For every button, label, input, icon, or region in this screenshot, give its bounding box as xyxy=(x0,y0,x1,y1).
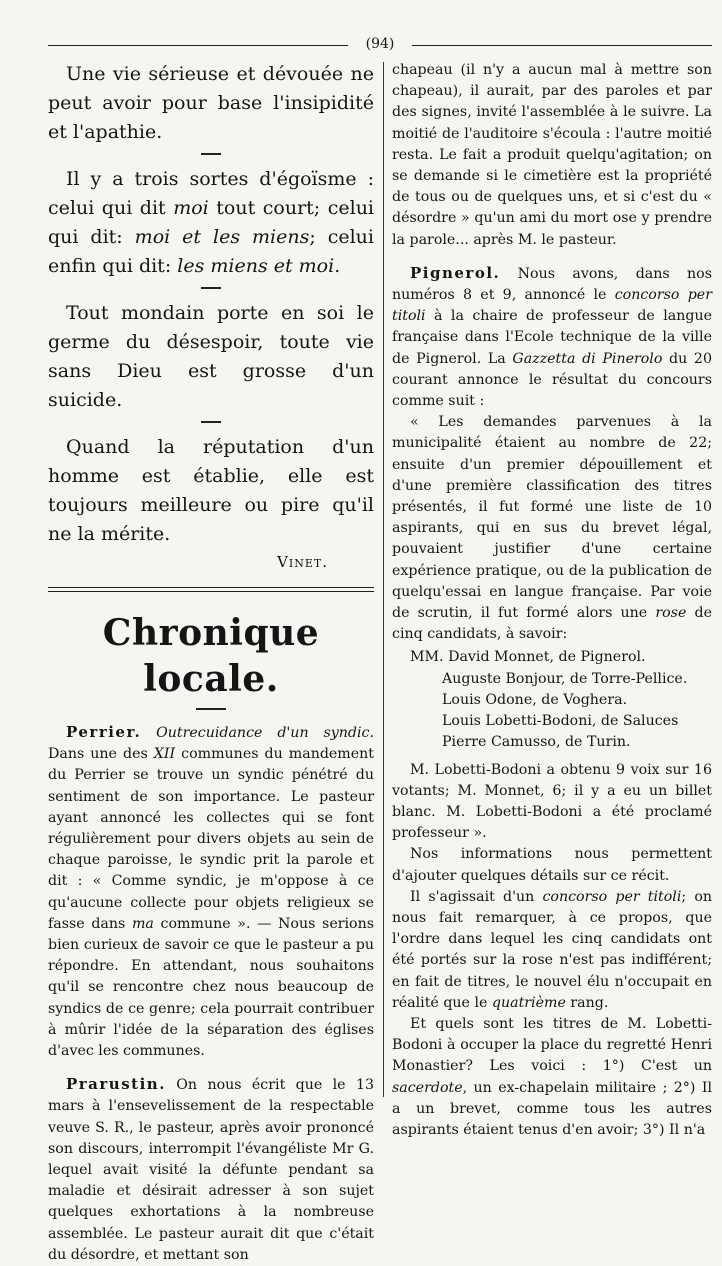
article-prarustin: Prarustin. On nous écrit que le 13 mars à l'ensevelissement de la respectable veuve S. R., le pasteur, après avoir prononcé son discours, interrompit l'évangéliste Mr G. lequel avait visité la défunte pendant sa maladie et désirait adresser à son sujet quelques exhortations à la nombreuse assemblée. Le pasteur aurait dit que c'était du désordre, et mettant son xyxy=(48,1075,374,1263)
candidate: Louis Lobetti-Bodoni, de Saluces xyxy=(442,713,679,730)
place-name: Perrier. xyxy=(66,723,142,741)
maxim-divider xyxy=(201,287,221,289)
article-perrier: Perrier. Outrecuidance d'un syndic. Dans une des XII communes du mandement du Perrier se trouve un syndic pénétré du sentiment de son importance. Le pasteur ayant annoncé les collectes qui se font régulièrement pour divers objets au sein de chaque paroisse, le syndic prit la parole et dit : « Comme syndic, je m'oppose à ce qu'aucune collecte pour objets religieux se fasse dans ma commune ». — Nous serions bien curieux de savoir ce que le pasteur a pu répondre. En attendant, nous souhaitons qu'il se rencontre chez nous beaucoup de syndics de ce genre; cela pourrait contribuer à mûrir l'idée de la séparation des églises d'avec les communes. xyxy=(48,723,374,1060)
page-number: (94) xyxy=(365,36,395,52)
candidate: MM. David Monnet, de Pignerol. xyxy=(410,649,646,666)
section-title: Chronique locale. xyxy=(102,612,320,700)
article-prarustin-continued: chapeau (il n'y a aucun mal à mettre son chapeau), il aurait, par des paroles et par des signes, invité l'assemblée à le suivre. La moitié de l'auditoire s'écoula : l'autre moitié resta. Le fait a produit quelqu'agitation; on se demande si le cimetière est la propriété de tous ou de quelques uns, et si c'est du « désordre » qu'un ami du mort ose y prendre la parole... après M. le pasteur. xyxy=(392,62,712,248)
maxim-1: Une vie sérieuse et dévouée ne peut avoir pour base l'insipidité et l'apathie. xyxy=(48,63,374,143)
maxim-divider xyxy=(201,153,221,155)
title-divider xyxy=(196,708,226,710)
pignerol-detail: Il s'agissait d'un concorso per titoli; on nous fait remarquer, à ce propos, que l'ordre dans lequel les cinq candidats ont été portés sur la rose n'est pas indifférent; en fait de titres, le nouvel élu n'occupait en réalité que le quatrième rang. xyxy=(392,888,713,1011)
pignerol-quote: « Les demandes parvenues à la municipalité étaient au nombre de 22; ensuite d'un premier dépouillement et d'une première classification des titres présentés, il fut formé une liste de 10 aspirants, qui en sus du brevet légal, pouvaient justifier d'une certaine expérience pratique, ou de la publication de quelqu'essai en langue française. Par voie de scrutin, il fut formé alors une rose de cinq candidats, à savoir: xyxy=(392,414,712,643)
section-separator xyxy=(48,587,374,592)
column-divider xyxy=(383,62,384,1097)
page-header xyxy=(48,34,712,54)
article-pignerol: Pignerol. Nous avons, dans nos numéros 8 et 9, annoncé le concorso per titoli à la chaire de professeur de langue française dans l'Ecole technique de la ville de Pignerol. La Gazzetta di Pinerolo du 20 courant annonce le résultat du concours comme suit : xyxy=(392,263,712,410)
place-name: Prarustin. xyxy=(66,1075,166,1094)
maxim-2: Il y a trois sortes d'égoïsme : celui qui dit moi tout court; celui qui dit: moi et les miens; celui enfin qui dit: les miens et moi. xyxy=(48,168,375,277)
maxim-divider xyxy=(201,421,221,423)
pignerol-result: M. Lobetti-Bodoni a obtenu 9 voix sur 16 votants; M. Monnet, 6; il y a eu un billet blanc. M. Lobetti-Bodoni a été proclamé professeur ». xyxy=(392,761,712,842)
right-column xyxy=(392,60,712,1141)
left-column xyxy=(48,60,374,1266)
maxim-3: Tout mondain porte en soi le germe du désespoir, toute vie sans Dieu est grosse d'un suicide. xyxy=(48,302,374,411)
maxim-4: Quand la réputation d'un homme est établie, elle est toujours meilleure ou pire qu'il ne la mérite. xyxy=(48,436,374,545)
maxims-author: Vinet. xyxy=(277,553,328,571)
candidate-list xyxy=(392,647,712,753)
place-name: Pignerol. xyxy=(410,263,501,282)
candidate: Pierre Camusso, de Turin. xyxy=(442,734,631,751)
header-rule-left xyxy=(48,45,348,46)
pignerol-note: Nos informations nous permettent d'ajouter quelques détails sur ce récit. xyxy=(392,846,712,884)
candidate: Auguste Bonjour, de Torre-Pellice. xyxy=(442,670,688,687)
pignerol-titles: Et quels sont les titres de M. Lobetti-Bodoni à occuper la place du regretté Henri Monastier? Les voici : 1°) C'est un sacerdote, un ex-chapelain militaire ; 2°) Il a un brevet, comme tous les autres aspirants étaient tenus d'en avoir; 3°) Il n'a xyxy=(392,1015,712,1138)
candidate: Louis Odone, de Voghera. xyxy=(442,691,628,708)
header-rule-right xyxy=(412,45,712,46)
